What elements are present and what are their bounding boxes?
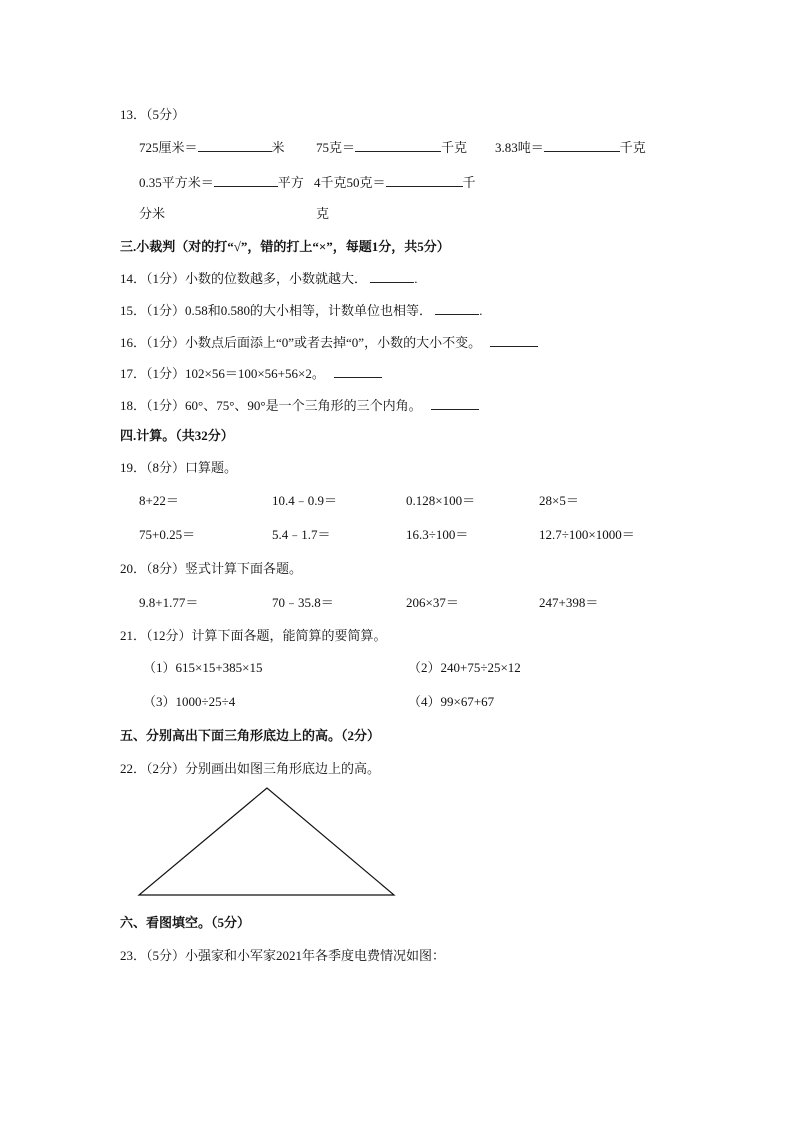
q20-item-4: 247+398＝	[539, 595, 599, 610]
section-4-title: 四.计算。（共32分）	[120, 428, 234, 443]
q19-item-6: 5.4﹣1.7＝	[272, 527, 331, 542]
q13-row-1	[139, 137, 285, 156]
q13-blank-5[interactable]	[386, 174, 463, 187]
q20-item-1: 9.8+1.77＝	[139, 595, 199, 610]
q13-r2-label-1: 0.35平方米＝	[139, 175, 214, 190]
q13-r1-label-2: 75克＝	[316, 140, 356, 155]
section-3-title: 三.小裁判（对的打“√”，错的打上“×”，每题1分，共5分）	[120, 239, 450, 254]
q13-r2-unit-2: 千	[462, 175, 476, 190]
q17-text: 17．（1分）102×56＝100×56+56×2。	[120, 366, 325, 381]
q13-blank-2[interactable]	[355, 139, 441, 152]
section-6-title: 六、看图填空。（5分）	[120, 915, 251, 930]
q21-item-4: （4）99×67+67	[408, 694, 495, 709]
q13-r1-label-3: 3.83吨＝	[495, 140, 544, 155]
triangle-shape	[139, 788, 394, 895]
q19-item-2: 10.4﹣0.9＝	[272, 493, 338, 508]
question-23: 23．（5分）小强家和小军家2021年各季度电费情况如图：	[120, 948, 446, 963]
q13-r1-label-1: 725厘米＝	[139, 140, 198, 155]
question-14	[120, 268, 418, 287]
section-5-title: 五、分别高出下面三角形底边上的高。（2分）	[120, 728, 381, 743]
q13-r1-unit-3: 千克	[619, 140, 646, 155]
q14-answer-blank[interactable]	[370, 270, 414, 283]
q13-r1-unit-2: 千克	[441, 140, 468, 155]
q19-item-5: 75+0.25＝	[139, 527, 196, 542]
question-17	[120, 363, 382, 382]
q13-blank-3[interactable]	[544, 139, 620, 152]
q21-item-2: （2）240+75÷25×12	[408, 660, 521, 675]
question-21: 21．（12分）计算下面各题，能简算的要简算。	[120, 628, 387, 643]
question-19: 19．（8分）口算题。	[120, 460, 238, 475]
q13-r3-unit-2: 克	[316, 206, 330, 221]
q21-item-1: （1）615×15+385×15	[143, 660, 263, 675]
q19-item-1: 8+22＝	[139, 493, 179, 508]
q14-text: 14．（1分）小数的位数越多，小数就越大．	[120, 271, 368, 286]
q13-r3-unit-1: 分米	[139, 206, 166, 221]
q16-answer-blank[interactable]	[490, 334, 538, 347]
q20-item-2: 70﹣35.8＝	[272, 595, 334, 610]
q13-r2-unit-1: 平方	[277, 175, 304, 190]
question-16	[120, 332, 538, 351]
q15-text: 15．（1分）0.58和0.580的大小相等，计数单位也相等．	[120, 303, 433, 318]
q13-row-2	[139, 172, 304, 191]
question-18	[120, 395, 479, 414]
q13-row-1b	[316, 137, 467, 156]
triangle-figure	[130, 780, 405, 902]
question-20: 20．（8分）竖式计算下面各题。	[120, 561, 303, 576]
q15-answer-blank[interactable]	[435, 302, 479, 315]
q16-text: 16．（1分）小数点后面添上“0”或者去掉“0”，小数的大小不变。	[120, 335, 482, 350]
q19-item-7: 16.3÷100＝	[406, 527, 469, 542]
question-22: 22．（2分）分别画出如图三角形底边上的高。	[120, 761, 381, 776]
q13-r2-label-2: 4千克50克＝	[314, 175, 386, 190]
q13-r1-unit-1: 米	[271, 140, 285, 155]
q15-period: .	[479, 303, 483, 318]
question-13-header: 13．（5分）	[120, 107, 186, 122]
q18-text: 18．（1分）60°、75°、90°是一个三角形的三个内角。	[120, 398, 422, 413]
q19-item-4: 28×5＝	[539, 493, 579, 508]
q18-answer-blank[interactable]	[431, 397, 479, 410]
q19-item-3: 0.128×100＝	[406, 493, 476, 508]
q13-blank-4[interactable]	[214, 174, 278, 187]
q21-item-3: （3）1000÷25÷4	[143, 694, 236, 709]
q20-item-3: 206×37＝	[406, 595, 459, 610]
q13-blank-1[interactable]	[198, 139, 272, 152]
q14-period: .	[414, 271, 418, 286]
q19-item-8: 12.7÷100×1000＝	[539, 527, 635, 542]
q17-answer-blank[interactable]	[334, 365, 382, 378]
question-15	[120, 300, 483, 319]
q13-row-2b	[314, 172, 476, 191]
q13-row-1c	[495, 137, 646, 156]
